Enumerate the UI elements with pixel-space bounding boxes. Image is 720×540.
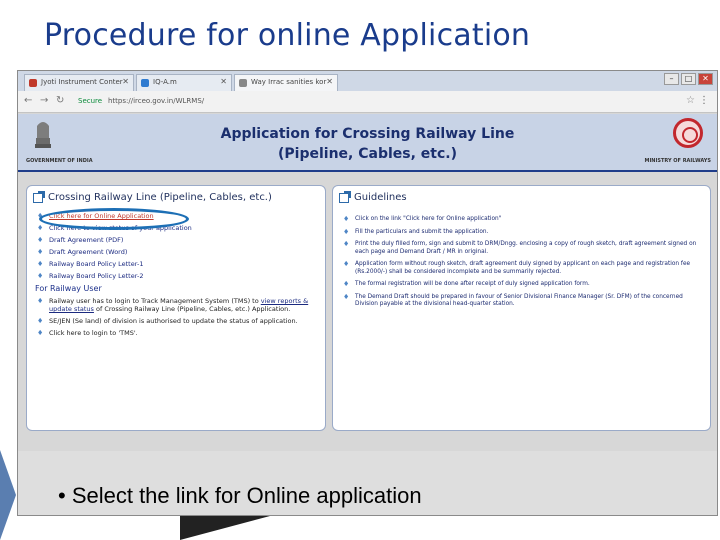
guideline-item: ♦ Application form without rough sketch, draft agreement duly signed by applicant on each page and registration fee (Rs.2000/-) shall be considered incomplete and be summarily rejected. [343, 260, 691, 275]
minimize-icon[interactable]: – [664, 73, 679, 85]
guideline-item: ♦ Fill the particulars and submit the application. [343, 227, 489, 236]
browser-tab-3[interactable] [234, 74, 338, 91]
draft-agreement-pdf-link[interactable]: ♦ Draft Agreement (PDF) [37, 236, 124, 244]
browser-menu-icon[interactable]: ⋮ [699, 95, 709, 106]
policy-letter-1-link[interactable]: ♦ Railway Board Policy Letter-1 [37, 260, 144, 268]
tab-close-icon[interactable]: ✕ [220, 77, 227, 86]
guideline-item: ♦ Print the duly filled form, sign and submit to DRM/Dngg. enclosing a copy of rough sketch, draft agreement signed on each page and Demand Draft / MR in original. [343, 240, 697, 255]
browser-tab-bar [18, 71, 717, 91]
left-panel-links [35, 212, 317, 341]
bullet-icon: ♦ [37, 248, 44, 256]
railway-user-heading: For Railway User [35, 284, 102, 293]
browser-tab-2[interactable] [136, 74, 232, 91]
caption-band [18, 451, 717, 516]
guidelines-list [341, 216, 702, 314]
external-link-icon [339, 193, 349, 203]
caption-text: • Select the link for Online application [58, 483, 422, 508]
decorative-wedge [180, 516, 270, 540]
window-close-icon[interactable]: ✕ [698, 73, 713, 85]
policy-letter-2-link[interactable]: ♦ Railway Board Policy Letter-2 [37, 272, 144, 280]
bullet-icon: ♦ [343, 260, 350, 268]
external-link-icon [33, 193, 43, 203]
draft-agreement-word-link[interactable]: ♦ Draft Agreement (Word) [37, 248, 128, 256]
bullet-icon: ♦ [37, 317, 44, 325]
gmail-icon [29, 79, 37, 87]
highlight-ring [39, 208, 189, 230]
site-title-line2: (Pipeline, Cables, etc.) [278, 146, 457, 162]
back-icon[interactable]: ← [24, 95, 33, 106]
page-icon [239, 79, 247, 87]
bullet-icon: ♦ [37, 236, 44, 244]
tab-close-icon[interactable]: ✕ [122, 77, 129, 86]
reload-icon[interactable]: ↻ [56, 95, 65, 106]
tms-login-link[interactable]: ♦ Click here to login to 'TMS'. [37, 329, 138, 337]
view-reports-link[interactable]: view reports & update status [49, 297, 309, 313]
slide-title: Procedure for online Application [44, 18, 531, 53]
site-header [18, 114, 717, 172]
window-controls [664, 73, 713, 85]
ministry-caption: MINISTRY OF RAILWAYS [644, 158, 711, 164]
left-panel-title: Crossing Railway Line (Pipeline, Cables, etc.) [48, 192, 272, 203]
guideline-item: ♦ Click on the link "Click here for Online application" [343, 215, 502, 223]
tab-label: Way Irrac sanities kor [251, 78, 327, 86]
government-caption: GOVERNMENT OF INDIA [26, 158, 93, 164]
right-panel-header [339, 192, 407, 203]
bullet-icon: ♦ [343, 240, 350, 248]
address-bar [18, 91, 717, 113]
online-application-link[interactable]: ♦ Click here for Online Application [37, 212, 154, 220]
tab-label: Jyoti Instrument Conter [41, 78, 123, 86]
guideline-item: ♦ The Demand Draft should be prepared in favour of Senior Divisional Finance Manager (Sr. DFM) of the concerned Division payable at the divisional head-quarter station. [343, 292, 683, 307]
tab-close-icon[interactable]: ✕ [326, 77, 333, 86]
url-field[interactable]: https://irceo.gov.in/WLRMS/ [108, 97, 205, 105]
left-panel-header [33, 192, 272, 203]
maximize-icon[interactable]: □ [681, 73, 696, 85]
railway-user-note: ♦ Railway user has to login to Track Management System (TMS) to view reports & update status of Crossing Railway Line (Pipeline, Cables, etc.) Application. [37, 297, 309, 313]
bullet-icon: ♦ [343, 292, 350, 301]
bullet-icon: ♦ [37, 212, 44, 220]
guideline-item: ♦ The formal registration will be done after receipt of duly signed application form. [343, 280, 590, 288]
right-panel-title: Guidelines [354, 192, 407, 203]
browser-screenshot [17, 70, 718, 516]
site-title-line1: Application for Crossing Railway Line [220, 126, 515, 142]
site-title [18, 124, 717, 164]
forward-icon[interactable]: → [40, 95, 49, 106]
bullet-icon: ♦ [343, 280, 350, 288]
view-status-link[interactable]: ♦ Click here to view status of your application [37, 224, 192, 232]
bullet-icon: ♦ [343, 227, 350, 236]
site-favicon-icon [141, 79, 149, 87]
bullet-icon: ♦ [37, 329, 44, 337]
bookmark-star-icon[interactable]: ☆ [686, 95, 695, 106]
bullet-icon: ♦ [37, 272, 44, 280]
decorative-triangle [0, 450, 16, 540]
bullet-icon: ♦ [37, 297, 44, 305]
bullet-icon: ♦ [37, 224, 44, 232]
bullet-icon: ♦ [37, 260, 44, 268]
secure-label: Secure [78, 97, 103, 105]
authorisation-note: ♦ SE/JEN (Se land) of division is authorised to update the status of application. [37, 317, 298, 325]
right-panel [332, 185, 711, 431]
indian-railways-logo-icon [673, 118, 703, 148]
bullet-icon: ♦ [343, 215, 350, 223]
browser-tab-1[interactable] [24, 74, 134, 91]
tab-label: IQ-A.m [153, 78, 177, 86]
